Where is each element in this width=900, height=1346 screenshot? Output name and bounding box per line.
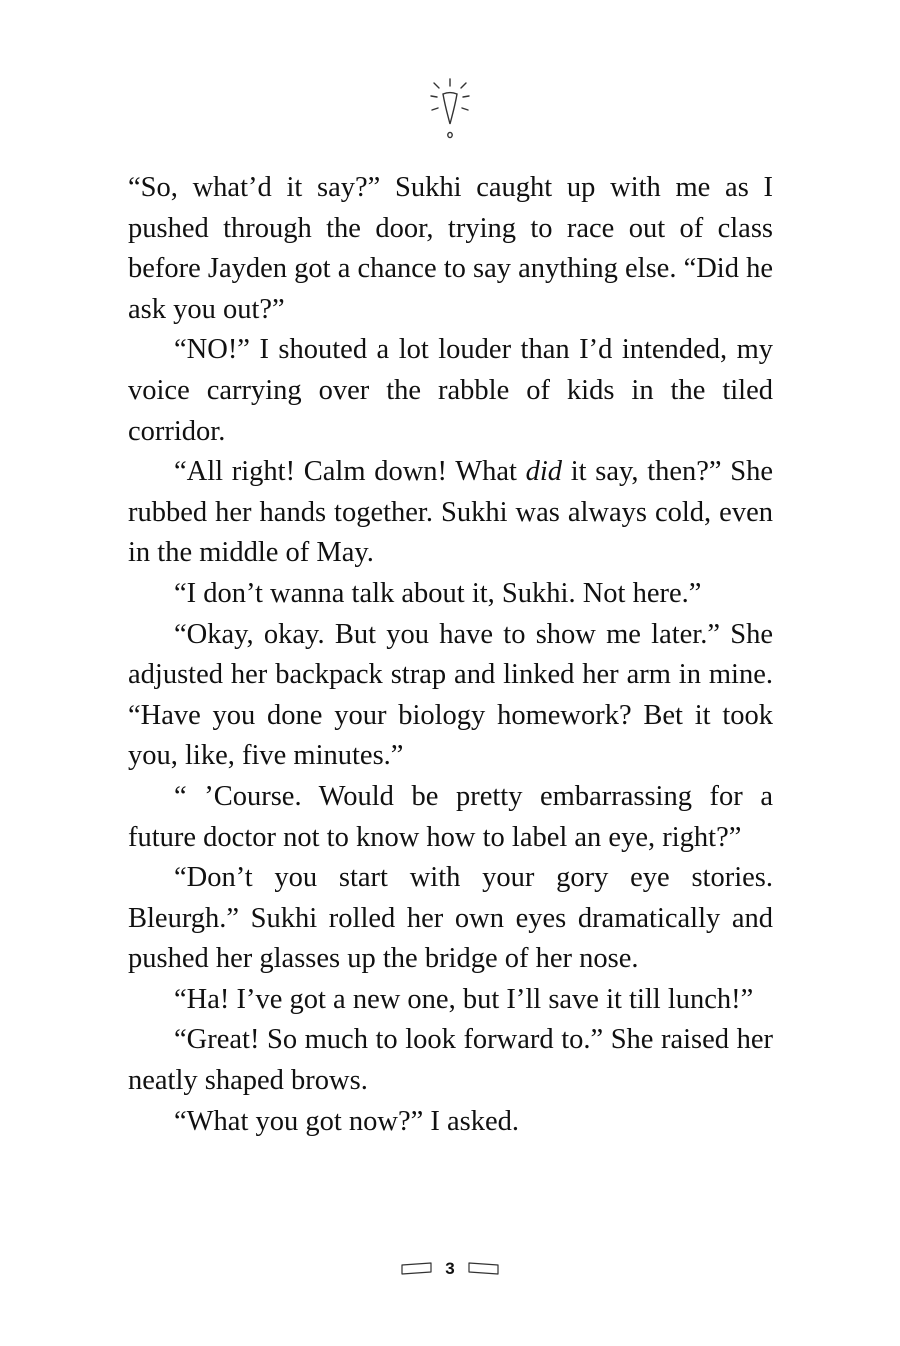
paragraph: “NO!” I shouted a lot louder than I’d intended, my voice carrying over the rabble of kids in the tiled corridor. xyxy=(128,334,773,447)
paragraph-text: “All right! Calm down! What xyxy=(174,456,526,488)
paragraph: “So, what’d it say?” Sukhi caught up with me as I pushed through the door, trying to race out of class before Jayden got a chance to say anything else. “Did he ask you out?” xyxy=(128,172,773,325)
emphasized-word: did xyxy=(525,456,563,488)
exclamation-lightbulb-icon xyxy=(420,72,480,148)
paragraph xyxy=(128,452,773,574)
paragraph: “Okay, okay. But you have to show me later.” She adjusted her backpack strap and linked her arm in mine. “Have you done your biology homework? Bet it took you, like, five minutes.” xyxy=(128,618,773,772)
paragraph: “Ha! I’ve got a new one, but I’ll save it till lunch!” xyxy=(174,983,754,1015)
paragraph: “Don’t you start with your gory eye stories. Bleurgh.” Sukhi rolled her own eyes dramatically and pushed her glasses up the bridge of her nose. xyxy=(128,862,773,975)
paragraph: “Great! So much to look forward to.” She raised her neatly shaped brows. xyxy=(128,1024,773,1097)
paragraph-text: it say, then?” She rubbed her hands together. Sukhi was always cold, even in the middle of May. xyxy=(128,456,774,569)
paragraph: “ ’Course. Would be pretty embarrassing for a future doctor not to know how to label an eye, right?” xyxy=(128,780,773,853)
page-footer xyxy=(0,1254,900,1284)
paragraph: “I don’t wanna talk about it, Sukhi. Not here.” xyxy=(174,577,702,609)
book-left-icon xyxy=(400,1262,434,1276)
body-text xyxy=(128,168,773,1142)
page-number: 3 xyxy=(445,1259,455,1278)
book-right-icon xyxy=(466,1262,500,1276)
paragraph: “What you got now?” I asked. xyxy=(174,1105,520,1137)
